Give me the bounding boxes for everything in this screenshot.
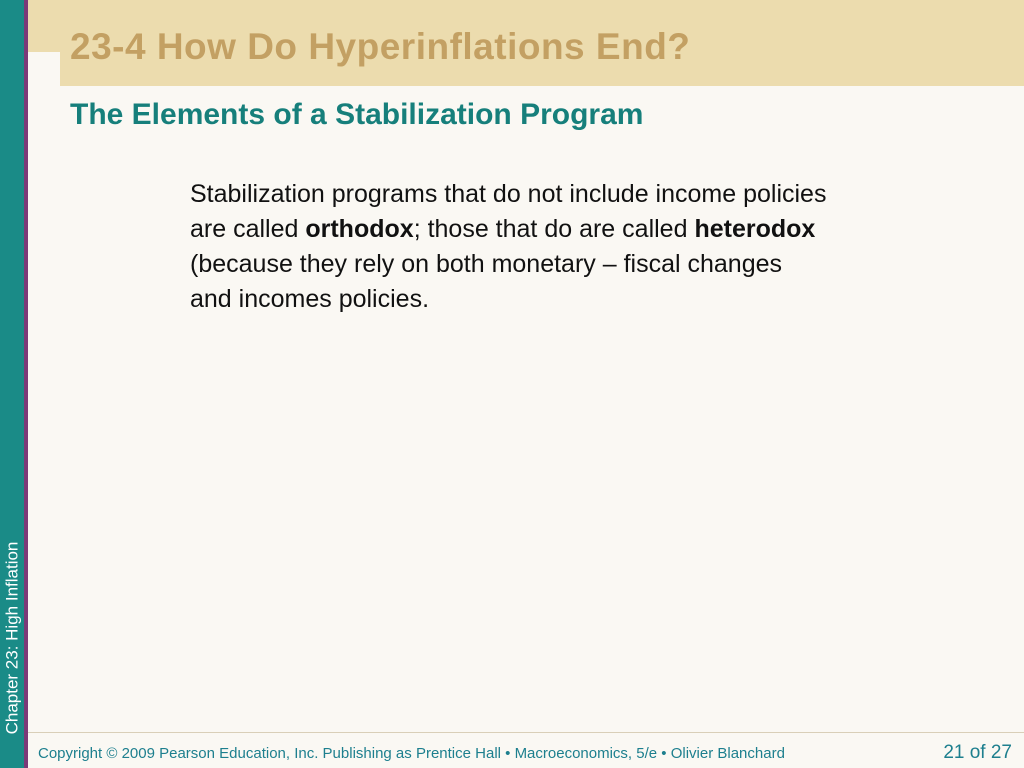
slide-title: 23-4 How Do Hyperinflations End? — [70, 26, 691, 67]
slide-subtitle: The Elements of a Stabilization Program — [70, 98, 644, 131]
footer-divider — [28, 732, 1024, 733]
footer-copyright: Copyright © 2009 Pearson Education, Inc. Publishing as Prentice Hall • Macroeconomics, 5/e • Olivier Blanchard — [38, 745, 785, 762]
chapter-label-container — [1, 520, 23, 760]
sidebar-stripe — [24, 0, 28, 768]
term-heterodox: heterodox — [694, 215, 816, 243]
body-paragraph — [190, 177, 830, 317]
paragraph-text-1: Stabilization programs that do not include income policies are called — [190, 180, 827, 243]
title-band-notch — [28, 0, 60, 52]
chapter-label: Chapter 23: High Inflation — [2, 541, 22, 735]
paragraph-text-2: ; those that do are called — [413, 215, 695, 243]
paragraph-text-3: (because they rely on both monetary – fiscal changes and incomes policies. — [190, 250, 783, 313]
page-indicator: 21 of 27 — [943, 742, 1012, 763]
term-orthodox: orthodox — [305, 215, 414, 243]
